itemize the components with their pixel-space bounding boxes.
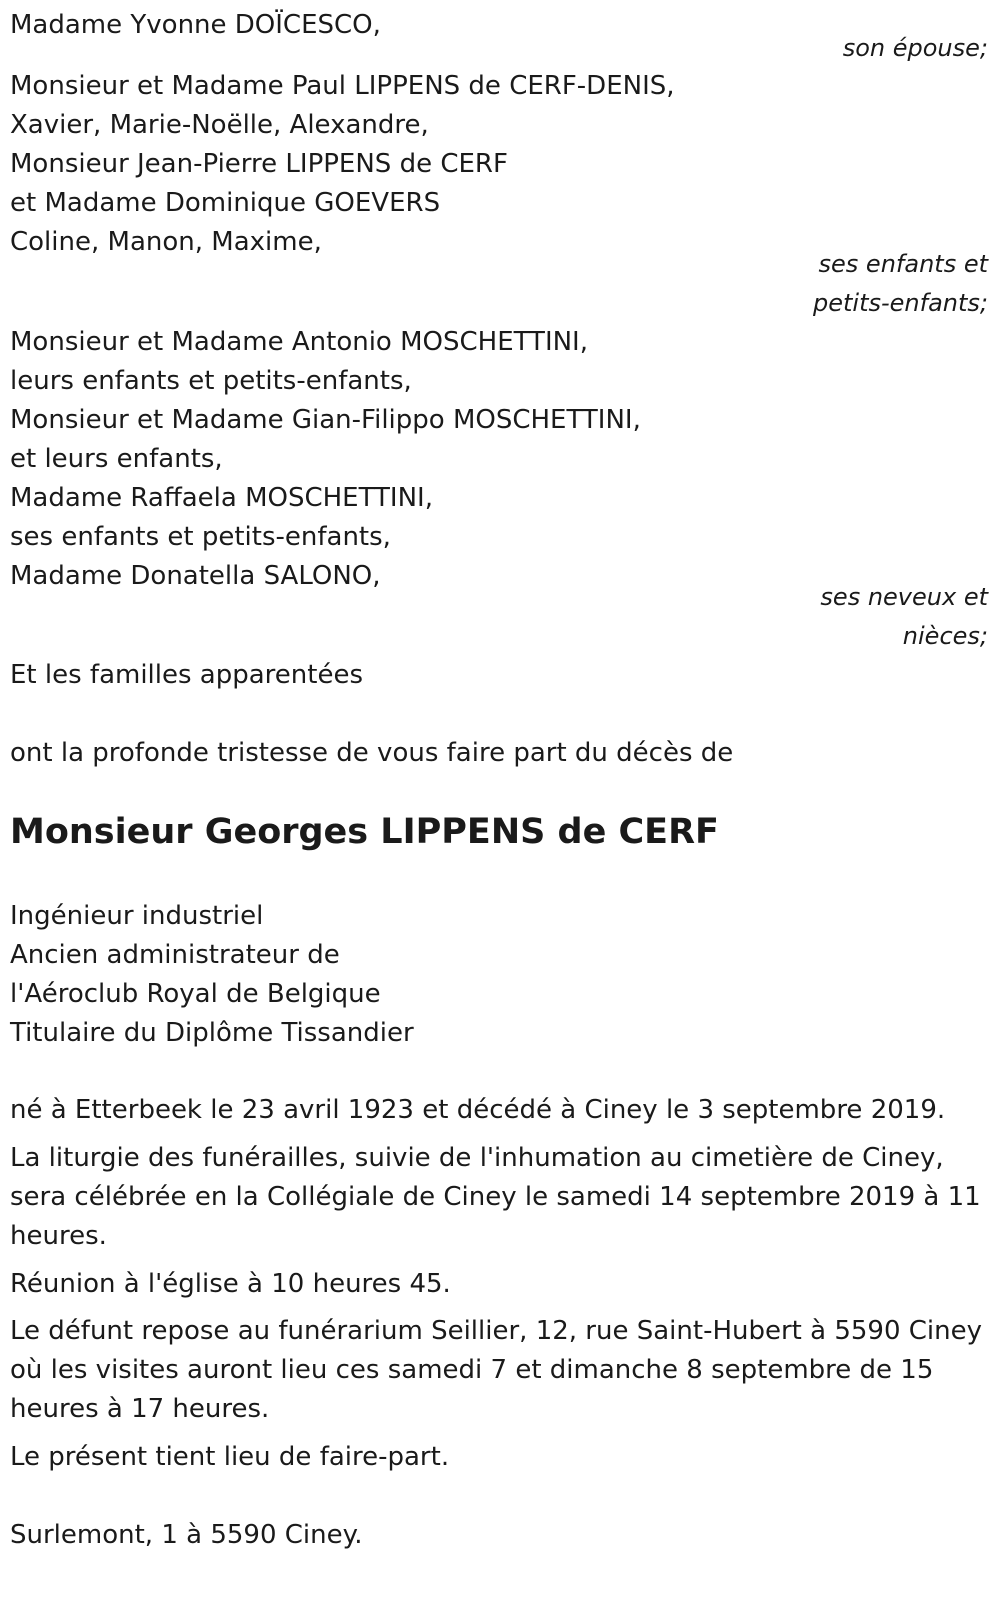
announcement: ont la profonde tristesse de vous faire part du décès de [10, 738, 734, 768]
visits: Le défunt repose au funérarium Seillier, 12, rue Saint-Hubert à 5590 Ciney où les visites auront lieu ces samedi 7 et dimanche 8 septembre de 15 heures à 17 heures. [10, 1316, 982, 1424]
meeting: Réunion à l'église à 10 heures 45. [10, 1269, 451, 1299]
spouse-role: son épouse; [842, 34, 988, 62]
deceased-title: Ingénieur industriel [10, 901, 264, 931]
deceased-name: Monsieur Georges LIPPENS de CERF [10, 812, 719, 852]
nephew-line: leurs enfants et petits-enfants, [10, 366, 412, 396]
nephew-line: ses enfants et petits-enfants, [10, 522, 391, 552]
children-role: ses enfants et [818, 250, 988, 278]
deceased-title: Titulaire du Diplôme Tissandier [10, 1018, 414, 1048]
child-line: Monsieur Jean-Pierre LIPPENS de CERF [10, 149, 508, 179]
address: Surlemont, 1 à 5590 Ciney. [10, 1520, 363, 1550]
nephews-role: nièces; [902, 622, 988, 650]
liturgy: La liturgie des funérailles, suivie de l'inhumation au cimetière de Ciney, sera célébrée en la Collégiale de Ciney le samedi 14 septembre 2019 à 11 heures. [10, 1143, 981, 1251]
nephews-role: ses neveux et [820, 583, 988, 611]
nephew-line: Madame Raffaela MOSCHETTINI, [10, 483, 433, 513]
child-line: Coline, Manon, Maxime, [10, 227, 322, 257]
nephew-line: Madame Donatella SALONO, [10, 561, 381, 591]
nephew-line: Monsieur et Madame Gian-Filippo MOSCHETTINI, [10, 405, 641, 435]
children-role: petits-enfants; [813, 289, 988, 317]
nephew-line: Monsieur et Madame Antonio MOSCHETTINI, [10, 327, 588, 357]
notice: Le présent tient lieu de faire-part. [10, 1442, 450, 1472]
child-line: et Madame Dominique GOEVERS [10, 188, 441, 218]
spouse-name: Madame Yvonne DOÏCESCO, [10, 10, 381, 40]
child-line: Xavier, Marie-Noëlle, Alexandre, [10, 110, 429, 140]
nephew-line: et leurs enfants, [10, 444, 223, 474]
birth-death: né à Etterbeek le 23 avril 1923 et décédé à Ciney le 3 septembre 2019. [10, 1095, 946, 1125]
child-line: Monsieur et Madame Paul LIPPENS de CERF-DENIS, [10, 71, 675, 101]
related-families: Et les familles apparentées [10, 660, 364, 690]
deceased-title: Ancien administrateur de [10, 940, 340, 970]
deceased-title: l'Aéroclub Royal de Belgique [10, 979, 381, 1009]
